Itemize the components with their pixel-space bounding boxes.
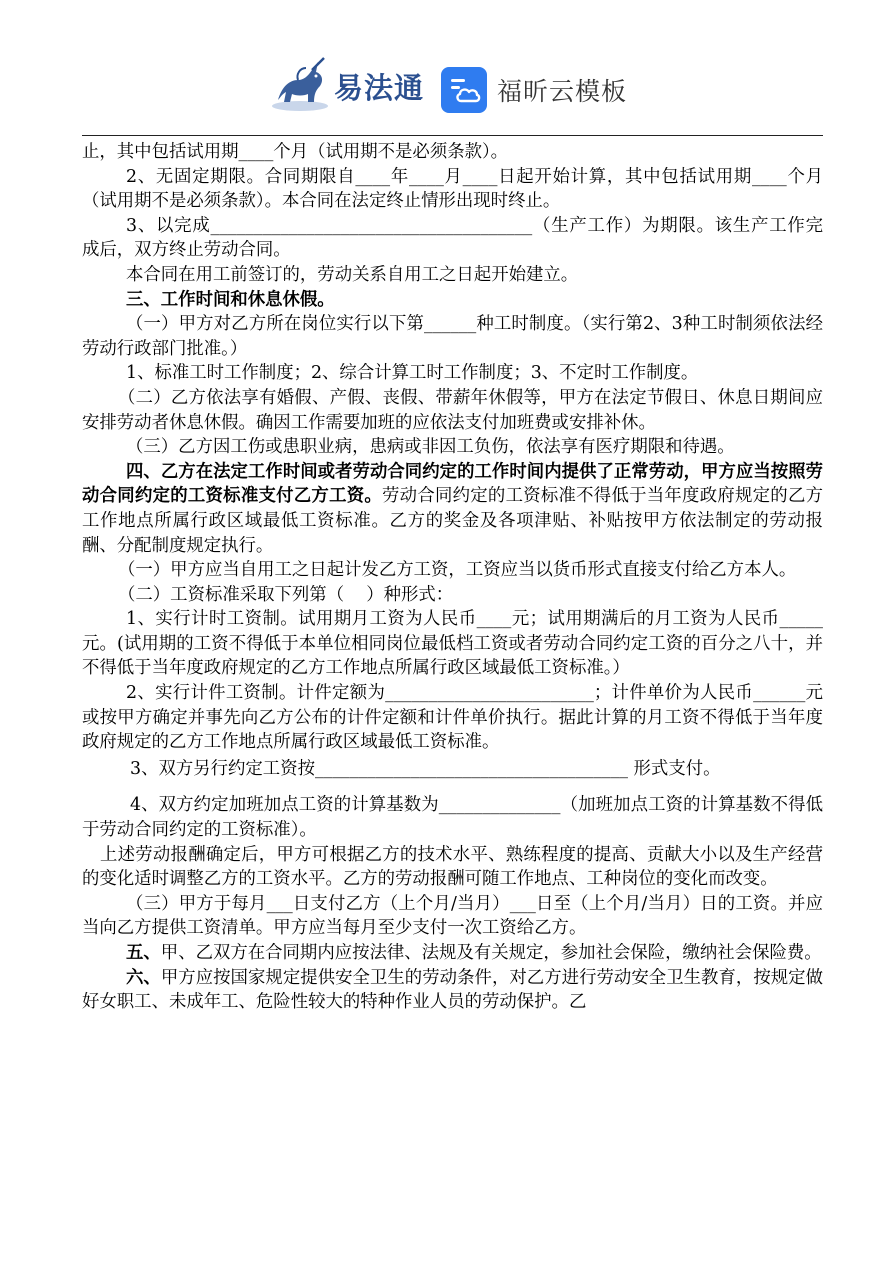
yifatong-logo: [268, 56, 424, 116]
contract-body: [82, 140, 823, 1015]
spacer: [82, 781, 823, 793]
cloud-document-icon: [441, 67, 487, 113]
paragraph-text: 甲、乙双方在合同期内应按法律、法规及有关规定，参加社会保险，缴纳社会保险费。: [160, 943, 822, 963]
section-heading: 四、乙方在法定工作时间或者劳动合同约定的工作时间内提供了正常劳动，甲方应当按照劳动合同约定的工资标准支付乙方工资。: [82, 461, 823, 507]
paragraph: 止，其中包括试用期____个月（试用期不是必须条款）。: [82, 142, 509, 162]
paragraph: 3、双方另行约定工资按____________________________________ 形式支付。: [130, 758, 721, 779]
paragraph: 4、双方约定加班加点工资的计算基数为______________（加班加点工资的计算基数不得低于劳动合同约定的工资标准）。: [82, 795, 823, 841]
section-heading: 三、工作时间和休息休假。: [126, 289, 335, 310]
foxit-template-logo: [441, 64, 627, 116]
paragraph: （二）工资标准采取下列第（ ）种形式：: [118, 584, 454, 605]
paragraph: （一）甲方应当自用工之日起计发乙方工资，工资应当以货币形式直接支付给乙方本人。: [118, 560, 797, 581]
paragraph: 3、以完成_____________________________________（生产工作）为期限。该生产工作完成后，双方终止劳动合同。: [82, 215, 823, 261]
paragraph: 1、标准工时工作制度；2、综合计算工时工作制度；3、不定时工作制度。: [126, 363, 699, 384]
foxit-brand-text: 福昕云模板: [497, 77, 628, 106]
paragraph: （二）乙方依法享有婚假、产假、丧假、带薪年休假等，甲方在法定节假日、休息日期间应安排劳动者休息休假。确因工作需要加班的应依法支付加班费或安排补休。: [82, 387, 823, 433]
paragraph-text: 劳动合同约定的工资标准不得低于当年度政府规定的乙方工作地点所属行政区域最低工资标准。乙方的奖金及各项津贴、补贴按甲方依法制定的劳动报酬、分配制度规定执行。: [82, 486, 823, 556]
paragraph: （一）甲方对乙方所在岗位实行以下第______种工时制度。（实行第2、3种工时制须依法经劳动行政部门批准。）: [82, 314, 823, 359]
paragraph: 1、实行计时工资制。试用期月工资为人民币____元；试用期满后的月工资为人民币_____元。(试用期的工资不得低于本单位相同岗位最低档工资或者劳动合同约定工资的百分之八十，并不得低于当年度政府规定的乙方工作地点所属行政区域最低工资标准。）: [82, 609, 823, 679]
page-header: [0, 52, 893, 124]
paragraph: [82, 966, 823, 1015]
paragraph: （三）甲方于每月___日支付乙方（上个月/当月）___日至（上个月/当月）日的工资。并应当向乙方提供工资清单。甲方应当每月至少支付一次工资给乙方。: [82, 893, 823, 939]
paragraph: 2、实行计件工资制。计件定额为________________________；计件单价为人民币______元或按甲方确定并事先向乙方公布的计件定额和计件单价执行。据此计算的月工资不得低于当年度政府规定的乙方工作地点所属行政区域最低工资标准。: [82, 683, 823, 753]
paragraph: 2、无固定期限。合同期限自____年____月____日起开始计算，其中包括试用期____个月（试用期不是必须条款）。本合同在法定终止情形出现时终止。: [82, 166, 823, 212]
paragraph: （三）乙方因工伤或患职业病，患病或非因工负伤，依法享有医疗期限和待遇。: [126, 437, 735, 458]
paragraph: 上述劳动报酬确定后，甲方可根据乙方的技术水平、熟练程度的提高、贡献大小以及生产经营的变化适时调整乙方的工资水平。乙方的劳动报酬可随工作地点、工种岗位的变化而改变。: [82, 844, 823, 890]
header-divider: [82, 135, 823, 136]
paragraph: 本合同在用工前签订的，劳动关系自用工之日起开始建立。: [126, 264, 579, 285]
unicorn-emblem-icon: [268, 56, 332, 116]
paragraph-text: 甲方应按国家规定提供安全卫生的劳动条件，对乙方进行劳动安全卫生教育，按规定做好女职工、未成年工、危险性较大的特种作业人员的劳动保护。乙: [82, 967, 823, 1013]
paragraph: [82, 460, 823, 558]
section-number: 六、: [126, 967, 161, 988]
section-number: 五、: [126, 943, 161, 963]
yifatong-brand-text: 易法通: [334, 70, 425, 105]
paragraph: [82, 941, 823, 966]
